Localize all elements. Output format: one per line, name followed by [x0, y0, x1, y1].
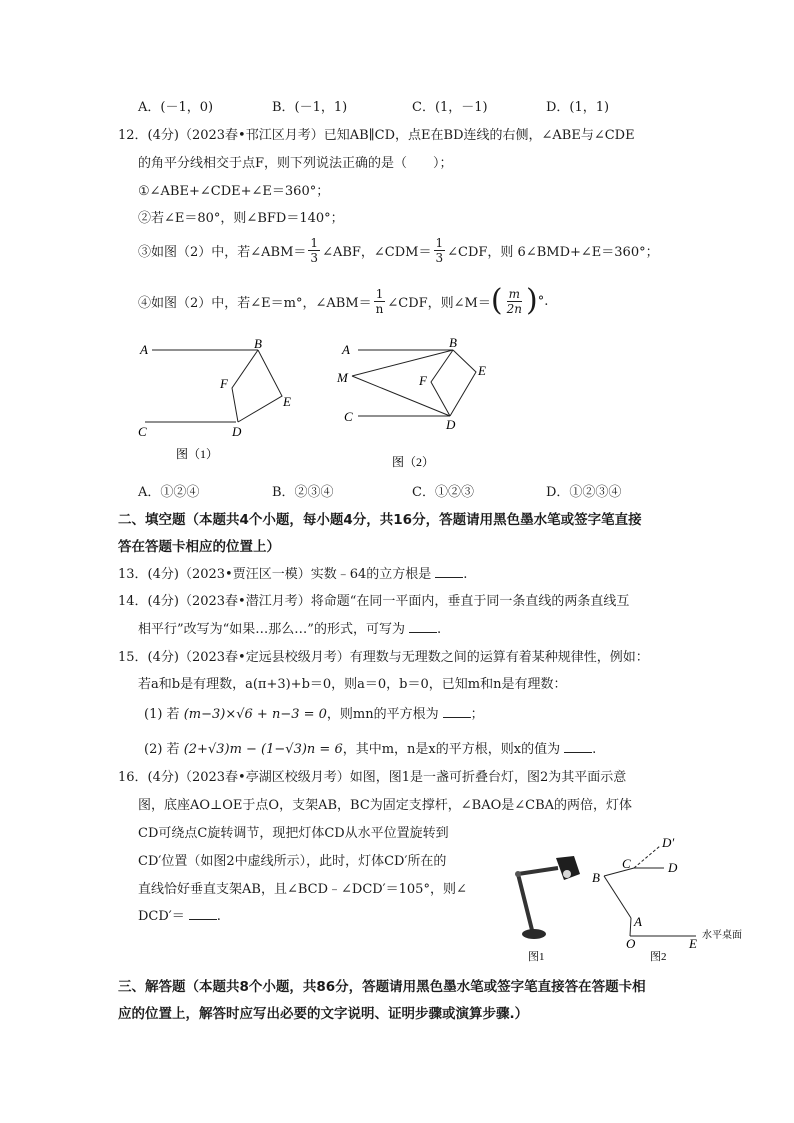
answer-blank — [409, 620, 437, 633]
q12-s4-part-c: °. — [537, 293, 549, 309]
lamp-arm-icon — [518, 868, 558, 874]
point-label-a: A — [634, 914, 642, 929]
figure-2-caption: 图2 — [650, 951, 667, 963]
left-paren: ( — [490, 283, 503, 318]
q16-line2: 图，底座AO⊥OE于点O，支架AB，BC为固定支撑杆，∠BAO是∠CBA的两倍，灯体 — [138, 798, 633, 813]
point-label-e: E — [283, 394, 291, 409]
answer-blank — [189, 907, 217, 920]
fraction-numerator: m — [508, 286, 520, 301]
fraction-one-third — [434, 236, 446, 265]
q15-p1-expression: (m−3)×√6 + n−3 = 0 — [183, 707, 327, 722]
figure-1-caption: 图（1） — [176, 447, 219, 461]
point-label-b: B — [254, 336, 262, 351]
fraction-denominator: 3 — [310, 251, 319, 265]
fraction-numerator: 1 — [310, 236, 319, 250]
q16-line1: 16．(4分)（2023春•亭湖区校级月考）如图，图1是一盏可折叠台灯，图2为其平面示意 — [118, 770, 627, 785]
q12-statement-1: ①∠ABE+∠CDE+∠E＝360°； — [138, 184, 330, 199]
figure-1-caption: 图1 — [528, 951, 545, 963]
point-label-c: C — [344, 409, 353, 424]
q12-stem-line1: 12．(4分)（2023春•邗江区月考）已知AB∥CD，点E在BD连线的右侧，∠ABE与∠CDE — [118, 128, 635, 143]
q15-part2: (2) 若 (2+√3)m − (1−√3)n = 6，其中m，n是x的平方根，则x的值为 . — [144, 742, 597, 757]
point-label-b: B — [449, 335, 457, 350]
q11-option-a: A．(－1，0) — [138, 100, 214, 115]
fraction-numerator: 1 — [375, 286, 384, 301]
q12-figure-2 — [330, 334, 510, 474]
q12-s3-part-c: ∠CDF，则 6∠BMD+∠E＝360°； — [447, 245, 659, 260]
q16-figure-2 — [588, 832, 762, 966]
q12-option-b: B．②③④ — [272, 485, 334, 500]
right-paren: ) — [525, 283, 538, 318]
point-label-m: M — [337, 370, 348, 385]
q14-line1: 14．(4分)（2023春•潜江月考）将命题“在同一平面内，垂直于同一条直线的两条直线互 — [118, 594, 630, 609]
q12-s3-part-a: ③如图（2）中，若∠ABM＝ — [138, 245, 307, 260]
q16-line6-text: DCD′＝ — [138, 909, 185, 924]
q15-line1: 15．(4分)（2023春•定远县校级月考）有理数与无理数之间的运算有着某种规律性，例如： — [118, 650, 649, 665]
fraction-one-over-n — [374, 287, 386, 316]
point-label-f: F — [419, 373, 427, 388]
q12-s4-part-a: ④如图（2）中，若∠E＝m°，∠ABM＝ — [138, 295, 372, 311]
q14-line2-text: 相平行”改写为“如果…那么…”的形式，可写为 — [138, 622, 405, 637]
section-3-heading-line2: 应的位置上，解答时应写出必要的文字说明、证明步骤或演算步骤.） — [118, 1006, 529, 1022]
q13: 13．(4分)（2023•贾汪区一模）实数﹣64的立方根是 . — [118, 567, 468, 582]
point-label-c: C — [138, 424, 147, 439]
q15-p2-expression: (2+√3)m − (1−√3)n = 6 — [183, 742, 343, 757]
q11-option-c: C．(1，－1) — [412, 100, 488, 115]
q12-option-a: A．①②④ — [138, 485, 200, 500]
q16-line6: DCD′＝ . — [138, 909, 221, 924]
fraction-denominator: 2n — [506, 301, 522, 316]
figure-2-caption: 图（2） — [392, 455, 435, 469]
fraction-denominator: 3 — [435, 251, 444, 265]
lamp-base-icon — [522, 929, 546, 939]
point-label-d: D — [446, 417, 456, 432]
q12-figure-1 — [130, 336, 310, 466]
point-label-o: O — [626, 936, 636, 951]
q12-s3-part-b: ∠ABF，∠CDM＝ — [322, 245, 432, 260]
q15-p2-suffix: ，其中m，n是x的平方根，则x的值为 — [342, 742, 561, 757]
q12-statement-3 — [138, 236, 659, 265]
desk-surface-label: 水平桌面 — [702, 930, 742, 941]
q16-line4: CD′位置（如图2中虚线所示），此时，灯体CD′所在的 — [138, 854, 447, 869]
point-label-d: D — [668, 860, 678, 875]
q15-part1: (1) 若 (m−3)×√6 + n−3 = 0，则mn的平方根为 ； — [144, 707, 484, 722]
q11-option-d: D．(1，1) — [546, 100, 610, 115]
q12-statement-2: ②若∠E＝80°，则∠BFD＝140°； — [138, 211, 344, 226]
answer-blank — [443, 705, 471, 718]
point-label-a: A — [342, 342, 350, 357]
q13-text: 13．(4分)（2023•贾汪区一模）实数﹣64的立方根是 — [118, 567, 432, 582]
point-label-a: A — [140, 342, 148, 357]
q15-line2: 若a和b是有理数，a(π+3)+b＝0，则a＝0，b＝0，已知m和n是有理数： — [138, 677, 567, 692]
q16-line5: 直线恰好垂直支架AB，且∠BCD﹣∠DCD′＝105°，则∠ — [138, 882, 467, 897]
q11-option-b: B．(－1，1) — [272, 100, 348, 115]
q12-statement-4 — [138, 283, 549, 318]
section-2-heading-line1: 二、填空题（本题共4个小题，每小题4分，共16分，答题请用黑色墨水笔或签字笔直接 — [118, 512, 642, 528]
section-2-heading-line2: 答在答题卡相应的位置上） — [118, 539, 280, 555]
q16-line3: CD可绕点C旋转调节，现把灯体CD从水平位置旋转到 — [138, 826, 449, 841]
fraction-m-over-2n — [505, 287, 524, 316]
fraction-numerator: 1 — [435, 236, 444, 250]
q12-stem-line2: 的角平分线相交于点F，则下列说法正确的是（ ）； — [138, 156, 453, 171]
answer-blank — [564, 740, 592, 753]
section-3-heading-line1: 三、解答题（本题共8个小题，共86分，答题请用黑色墨水笔或签字笔直接答在答题卡相 — [118, 979, 646, 995]
point-label-f: F — [220, 376, 228, 391]
point-label-e: E — [689, 936, 697, 951]
point-label-d-prime: D′ — [662, 835, 675, 850]
q12-option-d: D．①②③④ — [546, 485, 622, 500]
q15-p2-prefix: (2) 若 — [144, 742, 180, 757]
fraction-one-third — [308, 236, 320, 265]
q16-lamp-photo — [504, 850, 590, 966]
point-label-e: E — [478, 363, 486, 378]
point-label-d: D — [232, 424, 242, 439]
point-label-b: B — [592, 870, 600, 885]
lamp-arm-icon — [518, 874, 532, 930]
q15-p1-prefix: (1) 若 — [144, 707, 180, 722]
answer-blank — [435, 565, 463, 578]
q12-option-c: C．①②③ — [412, 485, 474, 500]
fraction-denominator: n — [375, 301, 384, 316]
q12-s4-part-b: ∠CDF，则∠M＝ — [387, 295, 491, 311]
q15-p1-suffix: ，则mn的平方根为 — [326, 707, 439, 722]
point-label-c: C — [622, 856, 631, 871]
q14-line2: 相平行”改写为“如果…那么…”的形式，可写为 . — [138, 622, 442, 637]
